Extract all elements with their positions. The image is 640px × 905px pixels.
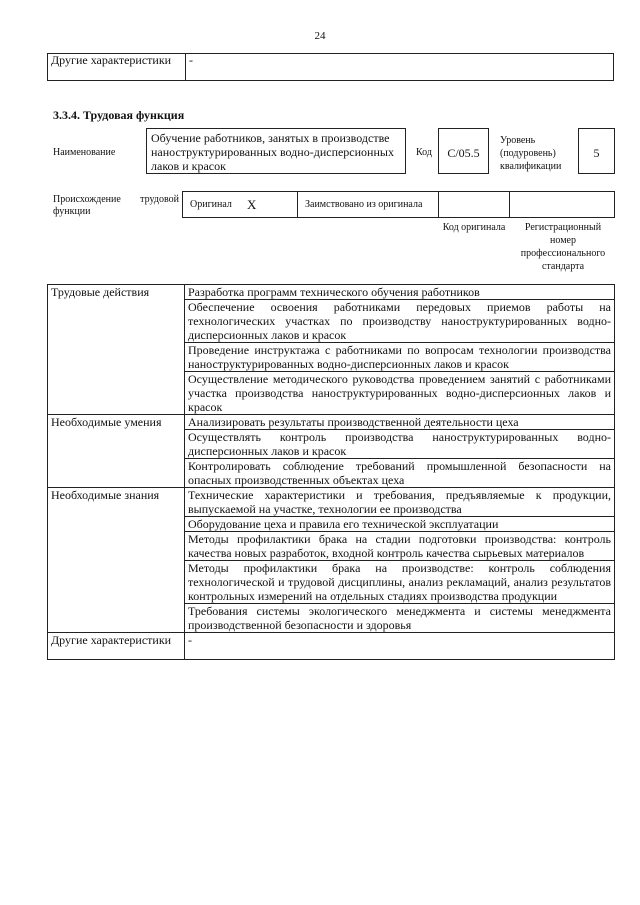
- original-mark: X: [247, 197, 257, 212]
- level-box: [578, 128, 615, 174]
- list-item: Обеспечение освоения работниками передовых приемов работы на технологических участках по производству наноструктурированных водно-дисперсионных лаков и красок: [185, 300, 615, 343]
- level-label: Уровень (подуровень) квалификации: [500, 135, 562, 172]
- section-title: 3.3.4. Трудовая функция: [53, 108, 185, 122]
- table-row: [48, 415, 615, 430]
- original-label: Оригинал: [190, 199, 232, 210]
- other-characteristics-label: Другие характеристики: [48, 54, 186, 81]
- level-value: 5: [593, 146, 600, 160]
- list-item: Разработка программ технического обучения работников: [185, 285, 615, 300]
- row-label-skills: Необходимые умения: [48, 415, 185, 488]
- origin-label: Происхождение трудовой функции: [53, 194, 179, 217]
- code-box: [438, 128, 489, 174]
- code-original-box: [438, 191, 510, 218]
- name-label: Наименование: [53, 147, 116, 158]
- other-characteristics-top-table: [47, 53, 614, 81]
- borrowed-box: [297, 191, 439, 218]
- borrowed-label: Заимствовано из оригинала: [305, 199, 423, 210]
- table-row: [48, 488, 615, 517]
- list-item: Анализировать результаты производственной деятельности цеха: [185, 415, 615, 430]
- reg-number-caption: Регистрационный номер профессионального стандарта: [520, 222, 606, 272]
- list-item: Требования системы экологического менеджмента и системы менеджмента производственной безопасности и здоровья: [185, 604, 615, 633]
- table-row: [48, 633, 615, 660]
- list-item: Оборудование цеха и правила его технической эксплуатации: [185, 517, 615, 532]
- function-details-table: [47, 284, 615, 660]
- list-item: Методы профилактики брака на стадии подготовки производства: контроль качества новых разработок, входной контроль качества сырьевых материалов: [185, 532, 615, 561]
- code-original-caption: Код оригинала: [442, 222, 506, 233]
- table-row: [48, 285, 615, 300]
- function-name-value: Обучение работников, занятых в производстве наноструктурированных водно-дисперсионных лаков и красок: [151, 131, 394, 173]
- list-item: Методы профилактики брака на производстве: контроль соблюдения технологической и трудовой дисциплины, анализ рекламаций, анализ результатов контрольных измерений на отдельных стадиях производства продукции: [185, 561, 615, 604]
- page-number: 24: [314, 30, 326, 42]
- original-box: [182, 191, 298, 218]
- other-characteristics-value: -: [186, 54, 614, 81]
- row-label-other: Другие характеристики: [48, 633, 185, 660]
- code-label: Код: [416, 147, 432, 158]
- list-item: Контролировать соблюдение требований промышленной безопасности на опасных производственных объектах цеха: [185, 459, 615, 488]
- row-label-actions: Трудовые действия: [48, 285, 185, 415]
- list-item: Технические характеристики и требования, предъявляемые к продукции, выпускаемой на участке, технологии ее производства: [185, 488, 615, 517]
- reg-number-box: [509, 191, 615, 218]
- list-item: Осуществлять контроль производства наноструктурированных водно-дисперсионных лаков и красок: [185, 430, 615, 459]
- list-item: -: [185, 633, 615, 660]
- list-item: Проведение инструктажа с работниками по вопросам технологии производства наноструктурированных водно-дисперсионных лаков и красок: [185, 343, 615, 372]
- row-label-knowledge: Необходимые знания: [48, 488, 185, 633]
- list-item: Осуществление методического руководства проведением занятий с работниками участка производства наноструктурированных водно-дисперсионных лаков и красок: [185, 372, 615, 415]
- code-value: C/05.5: [447, 146, 480, 160]
- function-name-box: [146, 128, 406, 174]
